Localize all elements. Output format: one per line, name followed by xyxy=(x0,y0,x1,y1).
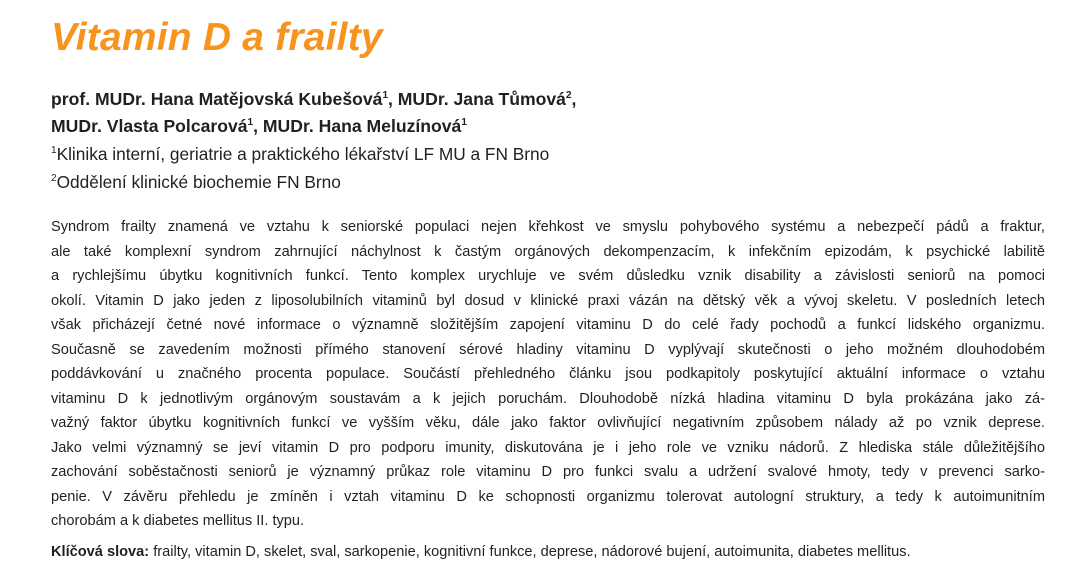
abstract-line: a rychlejšímu úbytku kognitivních funkcí. Tento komplex urychluje ve svém důsledku vznik disability a závislosti seniorů na pomoci xyxy=(51,268,1045,284)
affiliation-mark: 2 xyxy=(51,173,57,184)
abstract xyxy=(51,215,1045,534)
abstract-line: ale také komplexní syndrom zahrnující náchylnost k častým orgánových dekompenzacím, k infekčním epizodám, k psychické labilitě xyxy=(51,243,1045,260)
author-separator: , xyxy=(571,89,577,109)
affiliation-text: Oddělení klinické biochemie FN Brno xyxy=(56,172,341,192)
abstract-line: okolí. Vitamin D jako jeden z liposolubilních vitaminů byl dosud v klinické praxi vázán na dětský věk a vývoj skeletu. V posledních letech xyxy=(51,292,1045,309)
affiliation-1 xyxy=(51,141,1045,168)
abstract-line: však přicházejí četné nové informace o významně složitějším zapojení vitaminu D do celé řady pochodů a funkcí lidského organizmu. xyxy=(51,317,1045,333)
keywords-label: Klíčová slova: xyxy=(51,544,150,560)
author-name: MUDr. Vlasta Polcarová xyxy=(51,116,248,136)
keywords xyxy=(51,540,1045,564)
author-name: prof. MUDr. Hana Matějovská Kubešová xyxy=(51,89,383,109)
author-list xyxy=(51,86,1045,140)
author-affiliation-mark: 1 xyxy=(247,117,254,128)
abstract-line: poddávkování u značného procenta populace. Součástí přehledného článku jsou podkapitoly poskytující aktuální informace o vztahu xyxy=(51,366,1045,382)
abstract-line: Současně se zavedením možnosti přímého stanovení sérové hladiny vitaminu D vyplývají skutečnosti o jeho možném dlouhodobém xyxy=(51,341,1045,358)
author-affiliation-mark: 1 xyxy=(461,117,467,128)
affiliation-text: Klinika interní, geriatrie a praktického lékařství LF MU a FN Brno xyxy=(56,144,550,164)
affiliation-mark: 1 xyxy=(51,145,57,156)
author-line-2 xyxy=(51,113,1045,140)
affiliation-2 xyxy=(51,169,1045,196)
abstract-line: zachování soběstačnosti seniorů je významný průkaz role vitaminu D pro funkci svalu a udržení svalové hmoty, tedy v prevenci sarko- xyxy=(51,464,1045,480)
author-separator: , xyxy=(388,89,398,109)
author-affiliation-mark: 2 xyxy=(565,90,572,101)
abstract-line: vitaminu D k jednotlivým orgánovým soustavám a k jejich poruchám. Dlouhodobě nízká hladina vitaminu D byla prokázána jako zá- xyxy=(51,390,1045,407)
article-title: Vitamin D a frailty xyxy=(51,16,383,59)
abstract-line: chorobám a k diabetes mellitus II. typu. xyxy=(51,513,305,529)
author-name: MUDr. Hana Meluzínová xyxy=(262,116,462,136)
keywords-text: frailty, vitamin D, skelet, sval, sarkopenie, kognitivní funkce, deprese, nádorové bujení, autoimunita, diabetes mellitus. xyxy=(149,544,911,560)
author-name: MUDr. Jana Tůmová xyxy=(397,89,566,109)
abstract-line: penie. V závěru přehledu je zmíněn i vztah vitaminu D ke schopnosti organizmu tolerovat autologní struktury, a tedy k autoimunitním xyxy=(51,488,1045,505)
abstract-line: važný faktor úbytku kognitivních funkcí ve vyšším věku, dále jako faktor ovlivňující negativním způsobem nálady až po vznik deprese. xyxy=(51,415,1045,431)
abstract-line: Jako velmi významný se jeví vitamin D pro podporu imunity, diskutována je i jeho role ve vzniku nádorů. Z hlediska stále důležitějšího xyxy=(51,439,1045,456)
author-line-1 xyxy=(51,86,1045,113)
author-affiliation-mark: 1 xyxy=(382,90,388,101)
abstract-line: Syndrom frailty znamená ve vztahu k seniorské populaci nejen křehkost ve smyslu pohybového systému a nebezpečí pádů a fraktur, xyxy=(51,219,1045,235)
author-separator: , xyxy=(253,116,263,136)
